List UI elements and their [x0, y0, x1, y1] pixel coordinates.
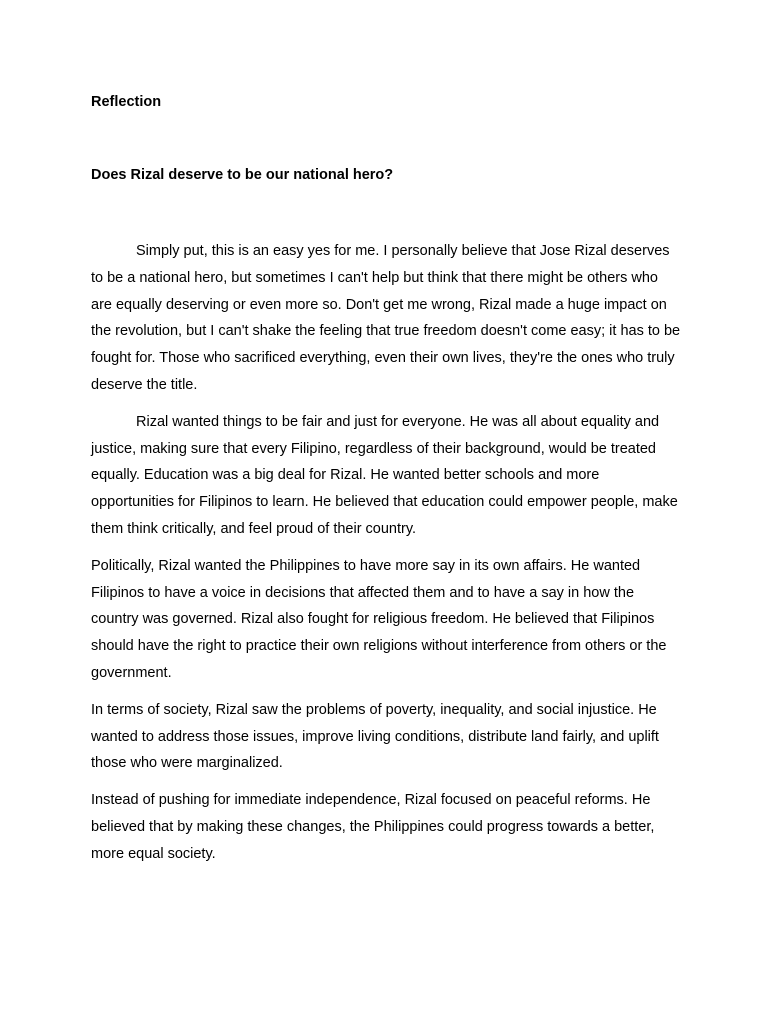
document-question: Does Rizal deserve to be our national hero? — [91, 167, 394, 183]
document-title: Reflection — [91, 94, 162, 110]
paragraph-reforms: Instead of pushing for immediate independence, Rizal focused on peaceful reforms. He believed that by making these changes, the Philippines could progress towards a better, more equal society. — [91, 792, 655, 862]
document-body — [91, 238, 681, 868]
paragraph-society: In terms of society, Rizal saw the problems of poverty, inequality, and social injustice. He wanted to address those issues, improve living conditions, distribute land fairly, and uplift those who were marginalized. — [91, 701, 659, 772]
document-content — [91, 92, 681, 878]
paragraph-politics: Politically, Rizal wanted the Philippines to have more say in its own affairs. He wanted Filipinos to have a voice in decisions that affected them and to have a say in how the country was governed. Rizal also fought for religious freedom. He believed that Filipinos should have the right to practice their own religions without interference from others or the government. — [91, 557, 667, 681]
paragraph-equality: Rizal wanted things to be fair and just for everyone. He was all about equality and justice, making sure that every Filipino, regardless of their background, would be treated equally. Education was a big deal for Rizal. He wanted better schools and more opportunities for Filipinos to learn. He believed that education could empower people, make them think critically, and feel proud of their country. — [91, 413, 678, 537]
paragraph-intro: Simply put, this is an easy yes for me. I personally believe that Jose Rizal deserves to be a national hero, but sometimes I can't help but think that there might be others who are equally deserving or even more so. Don't get me wrong, Rizal made a huge impact on the revolution, but I can't shake the feeling that true freedom doesn't come easy; it has to be fought for. Those who sacrificed everything, even their own lives, they're the ones who truly deserve the title. — [91, 243, 681, 393]
